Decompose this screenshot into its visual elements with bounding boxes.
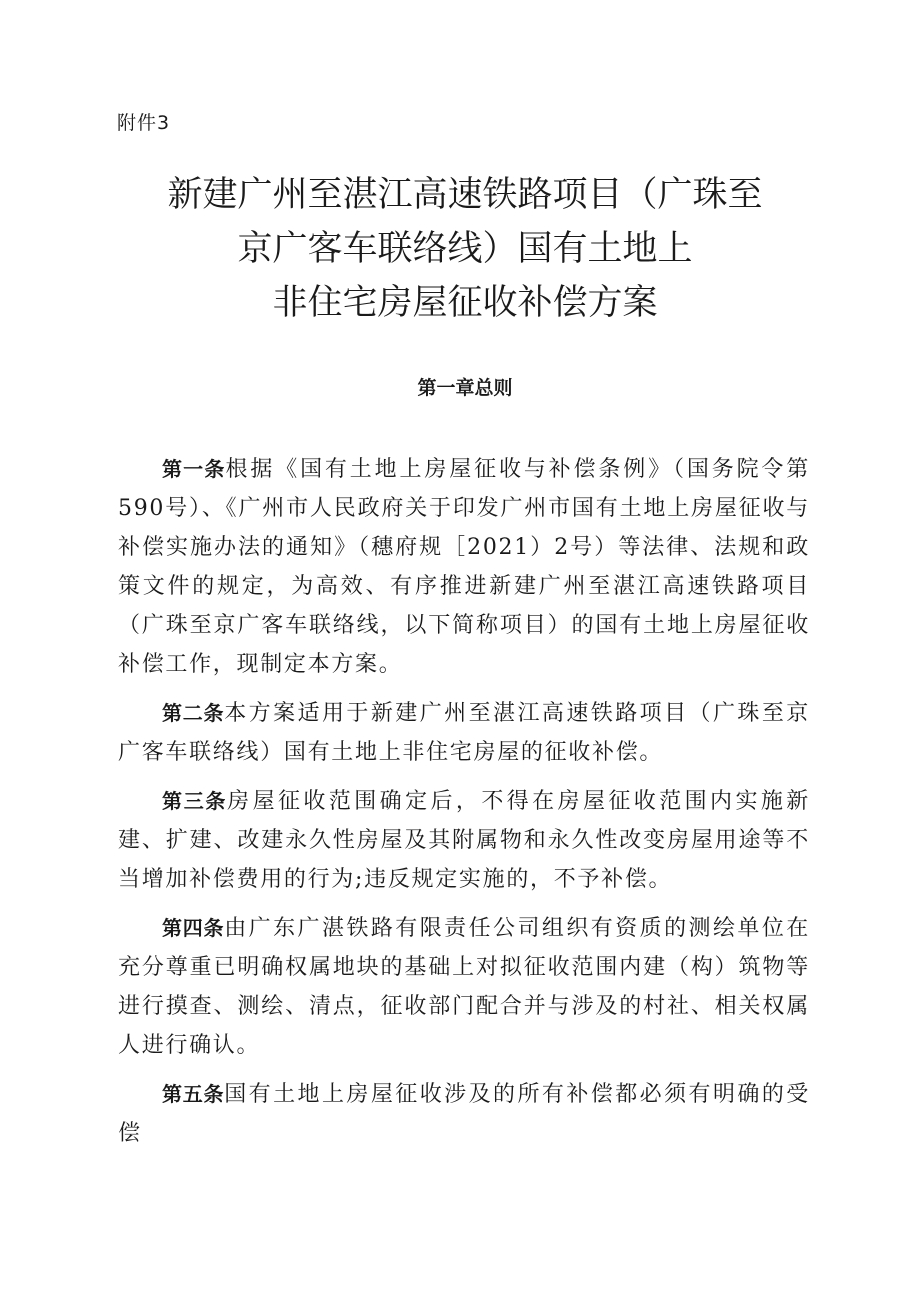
article-5: [118, 1075, 810, 1153]
title-line-3: 非住宅房屋征收补偿方案: [272, 283, 658, 323]
chapter-heading: 第一章总则: [417, 377, 513, 399]
article-3-text: 房屋征收范围确定后，不得在房屋征收范围内实施新建、扩建、改建永久性房屋及其附属物和永久性改变房屋用途等不当增加补偿费用的行为;违反规定实施的，不予补偿。: [118, 789, 811, 892]
article-3-label: 第三条: [162, 789, 228, 813]
article-2-label: 第二条: [162, 701, 225, 725]
article-4: [118, 909, 810, 1065]
article-1-text: 根据《国有土地上房屋征收与补偿条例》（国务院令第590号）、《广州市人民政府关于印发广州市国有土地上房屋征收与补偿实施办法的通知》（穗府规［2021）2号）等法律、法规和政策文件的规定，为高效、有序推进新建广州至湛江高速铁路项目（广珠至京广客车联络线，以下简称项目）的国有土地上房屋征收补偿工作，现制定本方案。: [118, 457, 810, 677]
article-4-text: 由广东广湛铁路有限责任公司组织有资质的测绘单位在充分尊重已明确权属地块的基础上对拟征收范围内建（构）筑物等进行摸查、测绘、清点，征收部门配合并与涉及的村社、相关权属人进行确认。: [118, 916, 810, 1058]
document-body: [118, 450, 810, 1163]
article-4-label: 第四条: [162, 916, 225, 940]
article-2-text: 本方案适用于新建广州至湛江高速铁路项目（广珠至京广客车联络线）国有土地上非住宅房屋的征收补偿。: [118, 701, 810, 765]
article-1-label: 第一条: [162, 457, 226, 481]
title-line-2: 京广客车联络线）国有土地上: [237, 229, 693, 269]
title-line-1: 新建广州至湛江高速铁路项目（广珠至: [167, 175, 763, 215]
article-5-label: 第五条: [162, 1082, 225, 1106]
attachment-label: 附件3: [117, 112, 171, 134]
document-title: [110, 168, 820, 330]
article-1: [118, 450, 810, 684]
article-2: [118, 694, 810, 772]
article-5-text: 国有土地上房屋征收涉及的所有补偿都必须有明确的受偿: [118, 1082, 810, 1146]
article-3: [118, 782, 810, 899]
